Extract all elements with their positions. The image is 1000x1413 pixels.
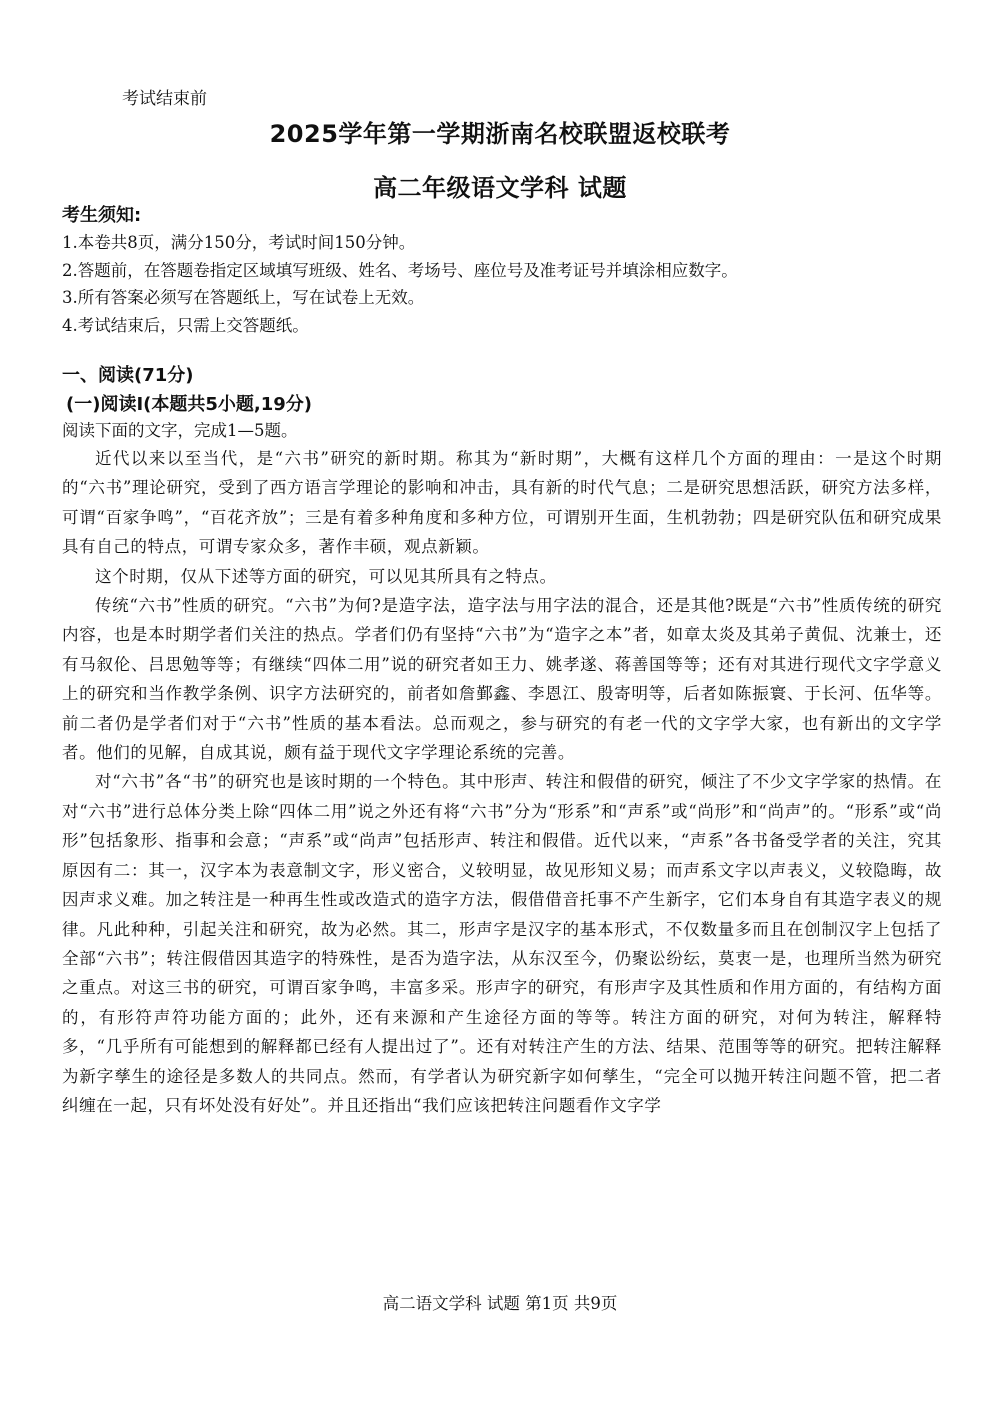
passage-paragraph: 对“六书”各“书”的研究也是该时期的一个特色。其中形声、转注和假借的研究，倾注了不少文字学家的热情。在对“六书”进行总体分类上除“四体二用”说之外还有将“六书”分为“形系”和“声系”或“尚形”和“尚声”的。“形系”或“尚形”包括象形、指事和会意；“声系”或“尚声”包括形声、转注和假借。近代以来，“声系”各书备受学者的关注，究其原因有二：其一，汉字本为表意制文字，形义密合，义较明显，故见形知义易；而声系文字以声表义，义较隐晦，故因声求义难。加之转注是一种再生性或改造式的造字方法，假借借音托事不产生新字，它们本身自有其造字表义的规律。凡此种种，引起关注和研究，故为必然。其二，形声字是汉字的基本形式，不仅数量多而且在创制汉字上包括了全部“六书”；转注假借因其造字的特殊性，是否为造字法，从东汉至今，仍聚讼纷纭，莫衷一是，也理所当然为研究之重点。对这三书的研究，可谓百家争鸣，丰富多采。形声字的研究，有形声字及其性质和作用方面的，有结构方面的，有形符声符功能方面的；此外，还有来源和产生途径方面的等等。转注方面的研究，对何为转注，解释特多，“几乎所有可能想到的解释都已经有人提出过了”。还有对转注产生的方法、结果、范围等等的研究。把转注解释为新字孳生的途径是多数人的共同点。然而，有学者认为研究新字如何孳生，“完全可以抛开转注问题不管，把二者纠缠在一起，只有坏处没有好处”。并且还指出“我们应该把转注问题看作文字学 [62,772,942,1115]
notice-item: 3.所有答案必须写在答题纸上，写在试卷上无效。 [62,288,425,307]
exam-title: 2025学年第一学期浙南名校联盟返校联考 [269,120,731,148]
subsection-title: (一)阅读Ⅰ(本题共5小题,19分) [66,394,313,415]
notice-item: 4.考试结束后，只需上交答题纸。 [62,315,309,335]
top-note: 考试结束前 [122,89,207,109]
passage-paragraph: 这个时期，仅从下述等方面的研究，可以见其所具有之特点。 [95,566,557,586]
passage-paragraph: 传统“六书”性质的研究。“六书”为何?是造字法，造字法与用字法的混合，还是其他?既是“六书”性质传统的研究内容，也是本时期学者们关注的热点。学者们仍有坚持“六书”为“造字之本”者，如章太炎及其弟子黄侃、沈兼士，还有马叙伦、吕思勉等等；有继续“四体二用”说的研究者如王力、姚孝遂、蒋善国等等；还有对其进行现代文字学意义上的研究和当作教学条例、识字方法研究的，前者如詹鄞鑫、李恩江、殷寄明等，后者如陈振寰、于长河、伍华等。前二者仍是学者们对于“六书”性质的基本看法。总而观之，参与研究的有老一代的文字学大家，也有新出的文字学者。他们的见解，自成其说，颇有益于现代文字学理论系统的完善。 [62,596,942,763]
section-title: 一、阅读(71分) [62,365,194,386]
notice-item: 1.本卷共8页，满分150分，考试时间150分钟。 [62,233,416,252]
page-footer: 高二语文学科 试题 第1页 共9页 [382,1294,618,1313]
notice-heading: 考生须知: [62,205,142,226]
passage-paragraph: 近代以来以至当代，是“六书”研究的新时期。称其为“新时期”，大概有这样几个方面的理由：一是这个时期的“六书”理论研究，受到了西方语言学理论的影响和冲击，具有新的时代气息；二是研究思想活跃，研究方法多样，可谓“百家争鸣”，“百花齐放”；三是有着多种角度和多种方位，可谓别开生面，生机勃勃；四是研究队伍和研究成果具有自己的特点，可谓专家众多，著作丰硕，观点新颖。 [62,449,942,557]
candidate-notice [62,202,942,339]
exam-subtitle: 高二年级语文学科 试题 [373,174,627,202]
reading-instruction: 阅读下面的文字，完成1—5题。 [62,421,298,440]
reading-passage [62,444,942,1120]
notice-item: 2.答题前，在答题卷指定区域填写班级、姓名、考场号、座位号及准考证号并填涂相应数字。 [62,260,738,280]
